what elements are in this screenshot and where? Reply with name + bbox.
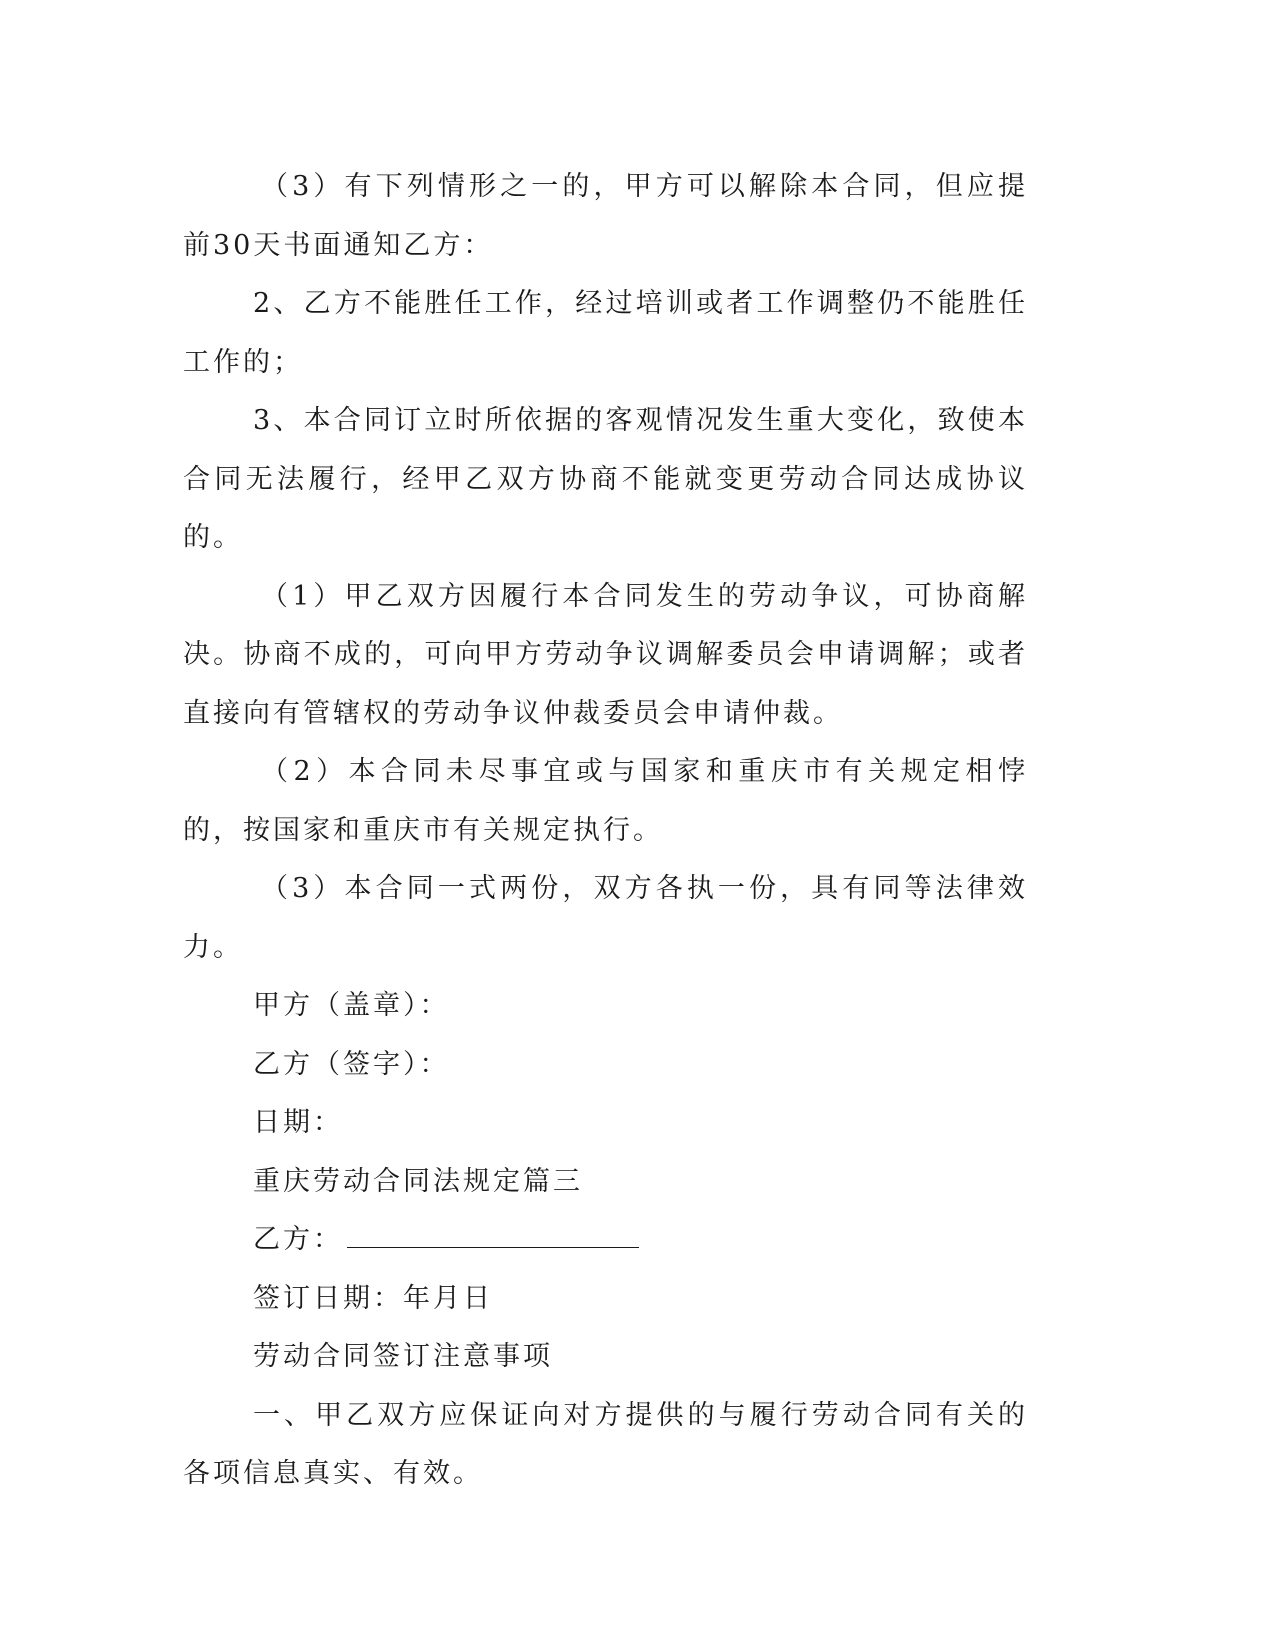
party-b-field (183, 1211, 1028, 1270)
paragraph-info-authenticity: 一、甲乙双方应保证向对方提供的与履行劳动合同有关的各项信息真实、有效。 (183, 1399, 1028, 1489)
party-b-blank-underline (347, 1221, 639, 1248)
paragraph-circumstance-change: 3、本合同订立时所依据的客观情况发生重大变化，致使本合同无法履行，经甲乙双方协商不能就变更劳动合同达成协议的。 (183, 405, 1028, 553)
party-b-signature-line: 乙方（签字）： (253, 1048, 450, 1080)
paragraph-copies: （3）本合同一式两份，双方各执一份，具有同等法律效力。 (183, 873, 1028, 963)
paragraph-dispute-resolution: （1）甲乙双方因履行本合同发生的劳动争议，可协商解决。协商不成的，可向甲方劳动争议调解委员会申请调解；或者直接向有管辖权的劳动争议仲裁委员会申请仲裁。 (183, 580, 1028, 729)
party-a-seal-line: 甲方（盖章）： (253, 990, 450, 1021)
date-line: 日期： (253, 1107, 343, 1138)
sign-date-line: 签订日期：年月日 (253, 1282, 493, 1314)
paragraph-termination-notice: （3）有下列情形之一的，甲方可以解除本合同，但应提前30天书面通知乙方： (183, 171, 1028, 261)
notes-title: 劳动合同签订注意事项 (253, 1341, 553, 1372)
paragraph-incompetence: 2、乙方不能胜任工作，经过培训或者工作调整仍不能胜任工作的； (183, 288, 1028, 378)
paragraph-unspecified-matters: （2）本合同未尽事宜或与国家和重庆市有关规定相悖的，按国家和重庆市有关规定执行。 (183, 756, 1028, 846)
section-title: 重庆劳动合同法规定篇三 (253, 1165, 583, 1197)
document-body (183, 158, 1028, 1504)
party-b-label: 乙方： (253, 1224, 343, 1255)
